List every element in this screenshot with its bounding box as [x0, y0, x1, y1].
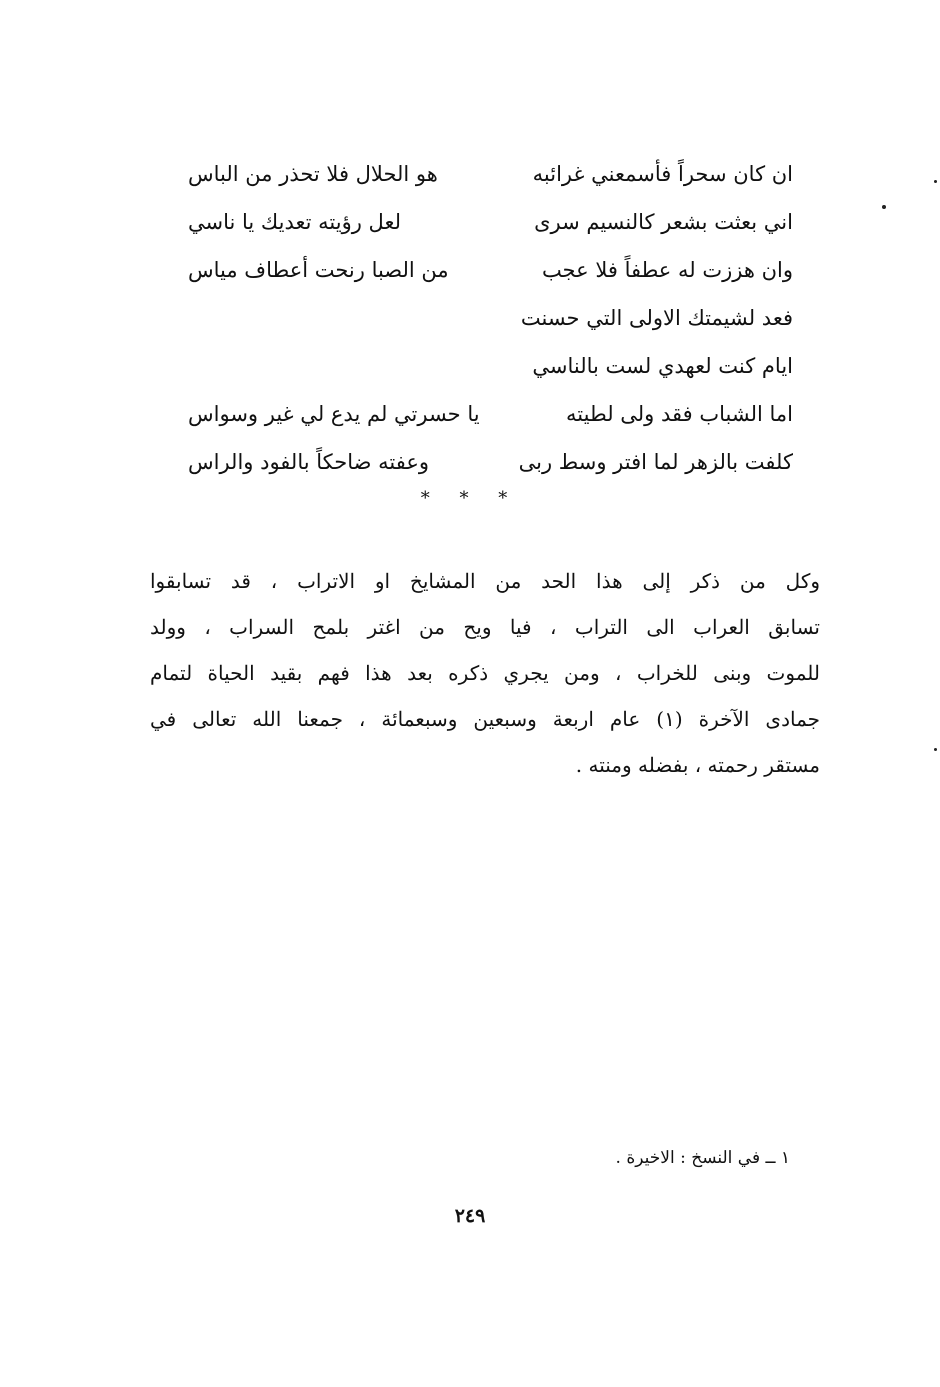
- footnote: ١ ــ في النسخ : الاخيرة .: [615, 1148, 790, 1168]
- poem-verse: [188, 438, 793, 486]
- verse-first-hemistich: اما الشباب فقد ولى لطيته: [566, 402, 793, 426]
- prose-line: جمادى الآخرة (١) عام اربعة وسبعين وسبعمائة ، جمعنا الله تعالى في: [150, 707, 820, 731]
- prose-line: للموت وبنى للخراب ، ومن يجري ذكره بعد هذا فهم بقيد الحياة لتمام: [150, 661, 820, 685]
- verse-second-hemistich: هو الحلال فلا تحذر من الباس: [188, 162, 438, 186]
- poem-single-line: [188, 294, 793, 342]
- page-number: ٢٤٩: [454, 1205, 486, 1227]
- scan-speck: [934, 748, 937, 751]
- prose-line: وكل من ذكر إلى هذا الحد من المشايخ او الاتراب ، قد تسابقوا: [150, 569, 820, 593]
- verse-first-hemistich: كلفت بالزهر لما افتر وسط ربى: [518, 450, 793, 474]
- verse-text: فعد لشيمتك الاولى التي حسنت: [520, 306, 793, 330]
- prose-paragraph: [150, 558, 820, 788]
- scan-speck: [934, 180, 937, 183]
- poem-single-line: [188, 342, 793, 390]
- verse-second-hemistich: يا حسرتي لم يدع لي غير وسواس: [188, 402, 480, 426]
- verse-first-hemistich: ان كان سحراً فأسمعني غرائبه: [532, 162, 793, 186]
- poem-verse: [188, 246, 793, 294]
- verse-first-hemistich: اني بعثت بشعر كالنسيم سرى: [534, 210, 793, 234]
- poem-block: [188, 150, 793, 486]
- poem-verse: [188, 150, 793, 198]
- poem-verse: [188, 198, 793, 246]
- prose-line: مستقر رحمته ، بفضله ومنته .: [575, 753, 820, 777]
- prose-line: تسابق العراب الى التراب ، فيا ويح من اغتر بلمح السراب ، وولد: [150, 615, 820, 639]
- section-separator: * * *: [420, 488, 520, 509]
- poem-verse: [188, 390, 793, 438]
- verse-second-hemistich: من الصبا رنحت أعطاف مياس: [188, 258, 449, 282]
- verse-first-hemistich: وان هززت له عطفاً فلا عجب: [541, 258, 793, 282]
- verse-text: ايام كنت لعهدي لست بالناسي: [532, 354, 793, 378]
- verse-second-hemistich: وعفته ضاحكاً بالفود والراس: [188, 450, 430, 474]
- verse-second-hemistich: لعل رؤيته تعديك يا ناسي: [188, 210, 401, 234]
- scan-speck: [882, 205, 886, 209]
